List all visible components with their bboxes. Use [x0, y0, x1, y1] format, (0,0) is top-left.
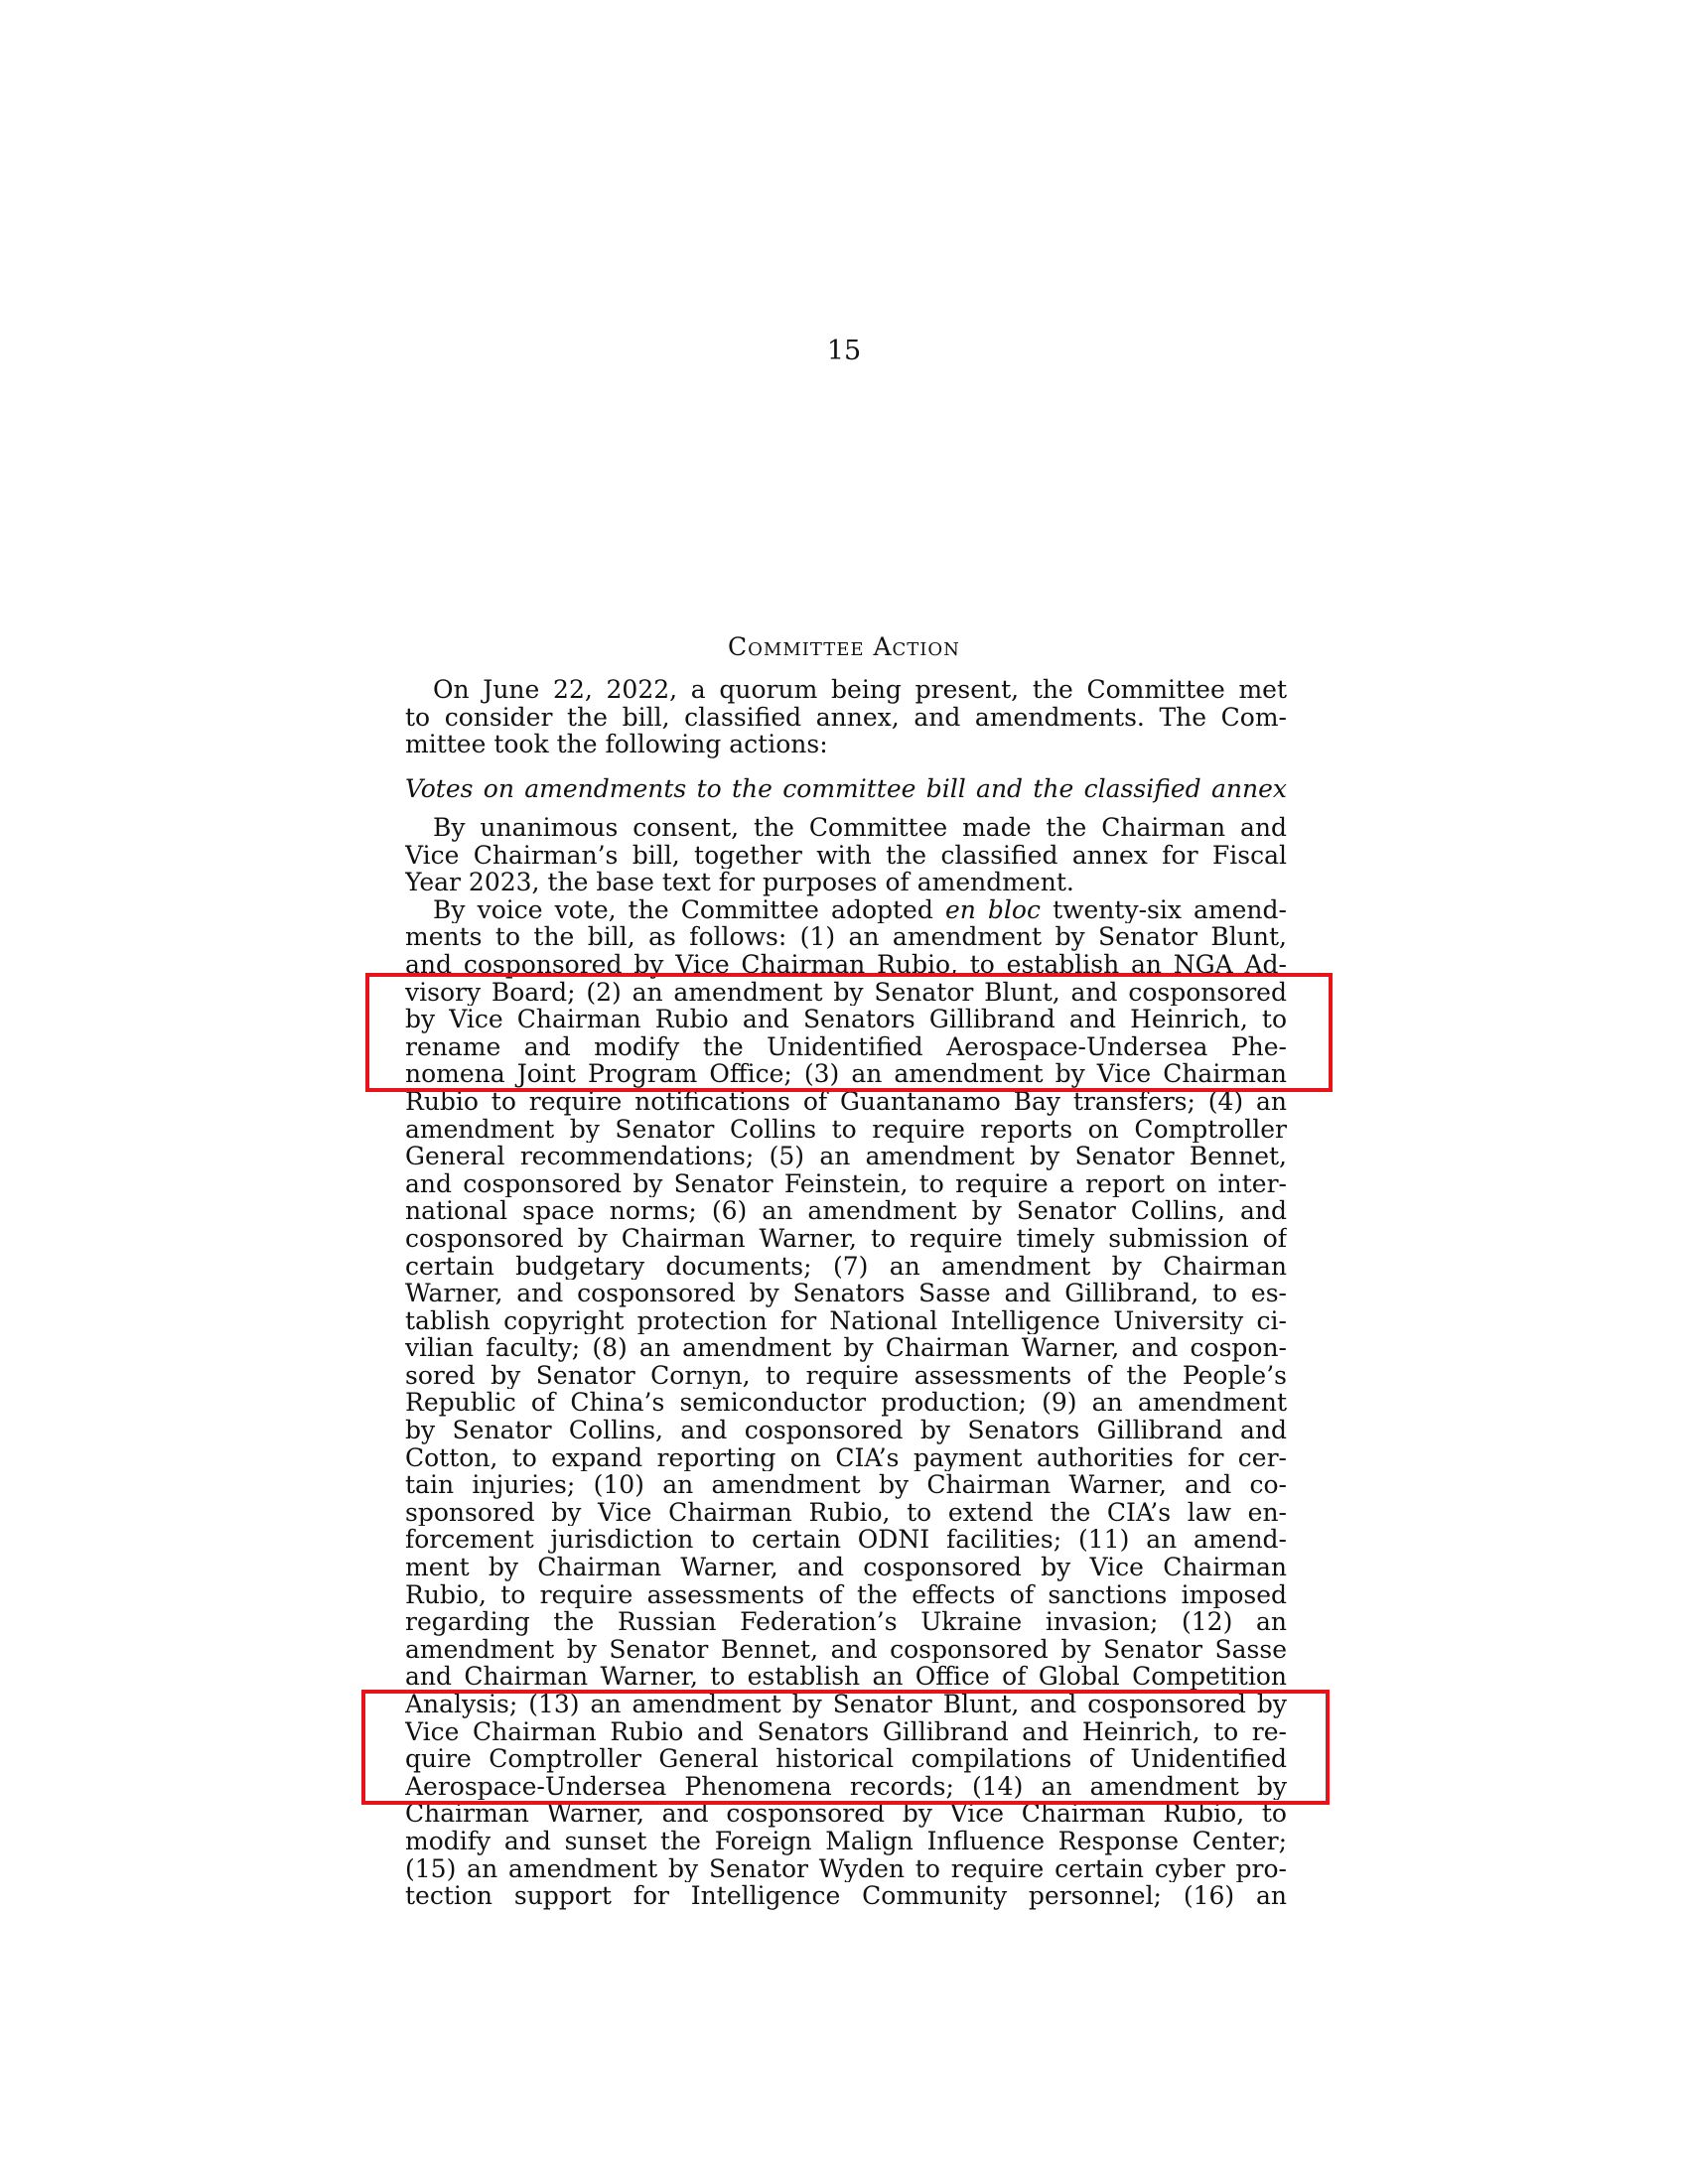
text-line: Year 2023, the base text for purposes of amendment.	[405, 869, 1074, 896]
text-line: sored by Senator Cornyn, to require assessments of the People’s	[405, 1361, 1287, 1390]
section-heading: Committee Action	[728, 632, 960, 661]
text-line: by Vice Chairman Rubio and Senators Gillibrand and Heinrich, to	[405, 1006, 1287, 1033]
text-line: by Senator Collins, and cosponsored by Senators Gillibrand and	[405, 1417, 1287, 1444]
text-line: Chairman Warner, and cosponsored by Vice Chairman Rubio, to	[405, 1800, 1287, 1828]
text-line: mittee took the following actions:	[405, 731, 828, 758]
text-line: Rubio, to require assessments of the effects of sanctions imposed	[405, 1580, 1287, 1609]
text-line: Vice Chairman’s bill, together with the classified annex for Fiscal	[405, 841, 1287, 870]
text-line: Analysis; (13) an amendment by Senator Blunt, and cosponsored by	[405, 1691, 1287, 1718]
text-line: Aerospace-Undersea Phenomena records; (14) an amendment by	[405, 1772, 1287, 1801]
text-line: amendment by Senator Bennet, and cosponsored by Senator Sasse	[405, 1635, 1287, 1664]
text-line: Warner, and cosponsored by Senators Sasse and Gillibrand, to es-	[405, 1280, 1287, 1307]
text-line: sponsored by Vice Chairman Rubio, to extend the CIA’s law en-	[405, 1498, 1287, 1527]
text-line: (15) an amendment by Senator Wyden to require certain cyber pro-	[405, 1854, 1287, 1883]
text-line: Rubio to require notifications of Guantanamo Bay transfers; (4) an	[405, 1087, 1287, 1116]
text-line: amendment by Senator Collins to require reports on Comptroller	[405, 1115, 1287, 1144]
text-line: ments to the bill, as follows: (1) an amendment by Senator Blunt,	[405, 923, 1287, 951]
text-line: certain budgetary documents; (7) an amendment by Chairman	[405, 1252, 1287, 1281]
text-line: tection support for Intelligence Community personnel; (16) an	[405, 1882, 1287, 1910]
text-line: and cosponsored by Senator Feinstein, to require a report on inter-	[405, 1169, 1287, 1198]
text-line: Cotton, to expand reporting on CIA’s payment authorities for cer-	[405, 1443, 1287, 1472]
text-line: nomena Joint Program Office; (3) an amendment by Vice Chairman	[405, 1060, 1287, 1088]
text-line: regarding the Russian Federation’s Ukraine invasion; (12) an	[405, 1608, 1287, 1636]
text-line: vilian faculty; (8) an amendment by Chairman Warner, and cospon-	[405, 1334, 1287, 1362]
text-line: modify and sunset the Foreign Malign Influence Response Center;	[405, 1827, 1287, 1855]
text-line: and Chairman Warner, to establish an Office of Global Competition	[405, 1663, 1287, 1691]
text-line: By voice vote, the Committee adopted en bloc twenty-six amend-	[433, 895, 1287, 924]
text-line: Vice Chairman Rubio and Senators Gillibrand and Heinrich, to re-	[405, 1717, 1287, 1746]
text-line: to consider the bill, classified annex, and amendments. The Com-	[405, 703, 1287, 732]
text-line: tain injuries; (10) an amendment by Chairman Warner, and co-	[405, 1471, 1287, 1499]
text-line: By unanimous consent, the Committee made the Chairman and	[433, 814, 1287, 842]
text-line: and cosponsored by Vice Chairman Rubio, to establish an NGA Ad-	[405, 950, 1287, 979]
highlight-box-amendment-2	[365, 973, 1333, 1092]
highlight-box-amendment-13	[361, 1690, 1330, 1805]
intro-paragraph	[405, 676, 1287, 758]
text-line: On June 22, 2022, a quorum being present, the Committee met	[433, 676, 1287, 704]
text-line: cosponsored by Chairman Warner, to require timely submission of	[405, 1224, 1287, 1253]
text-line: visory Board; (2) an amendment by Senator Blunt, and cosponsored	[405, 978, 1287, 1007]
text-line: national space norms; (6) an amendment by Senator Collins, and	[405, 1197, 1287, 1225]
text-line: Republic of China’s semiconductor production; (9) an amendment	[405, 1389, 1287, 1418]
text-line: rename and modify the Unidentified Aerospace-Undersea Phe-	[405, 1032, 1287, 1061]
subheading: Votes on amendments to the committee bill and the classified annex	[405, 774, 1287, 803]
text-line: General recommendations; (5) an amendment by Senator Bennet,	[405, 1143, 1287, 1170]
page-number: 15	[826, 336, 862, 366]
text-line: tablish copyright protection for National Intelligence University ci-	[405, 1306, 1287, 1335]
text-line: forcement jurisdiction to certain ODNI facilities; (11) an amend-	[405, 1526, 1287, 1555]
text-line: quire Comptroller General historical compilations of Unidentified	[405, 1745, 1287, 1773]
text-line: ment by Chairman Warner, and cosponsored by Vice Chairman	[405, 1554, 1287, 1581]
